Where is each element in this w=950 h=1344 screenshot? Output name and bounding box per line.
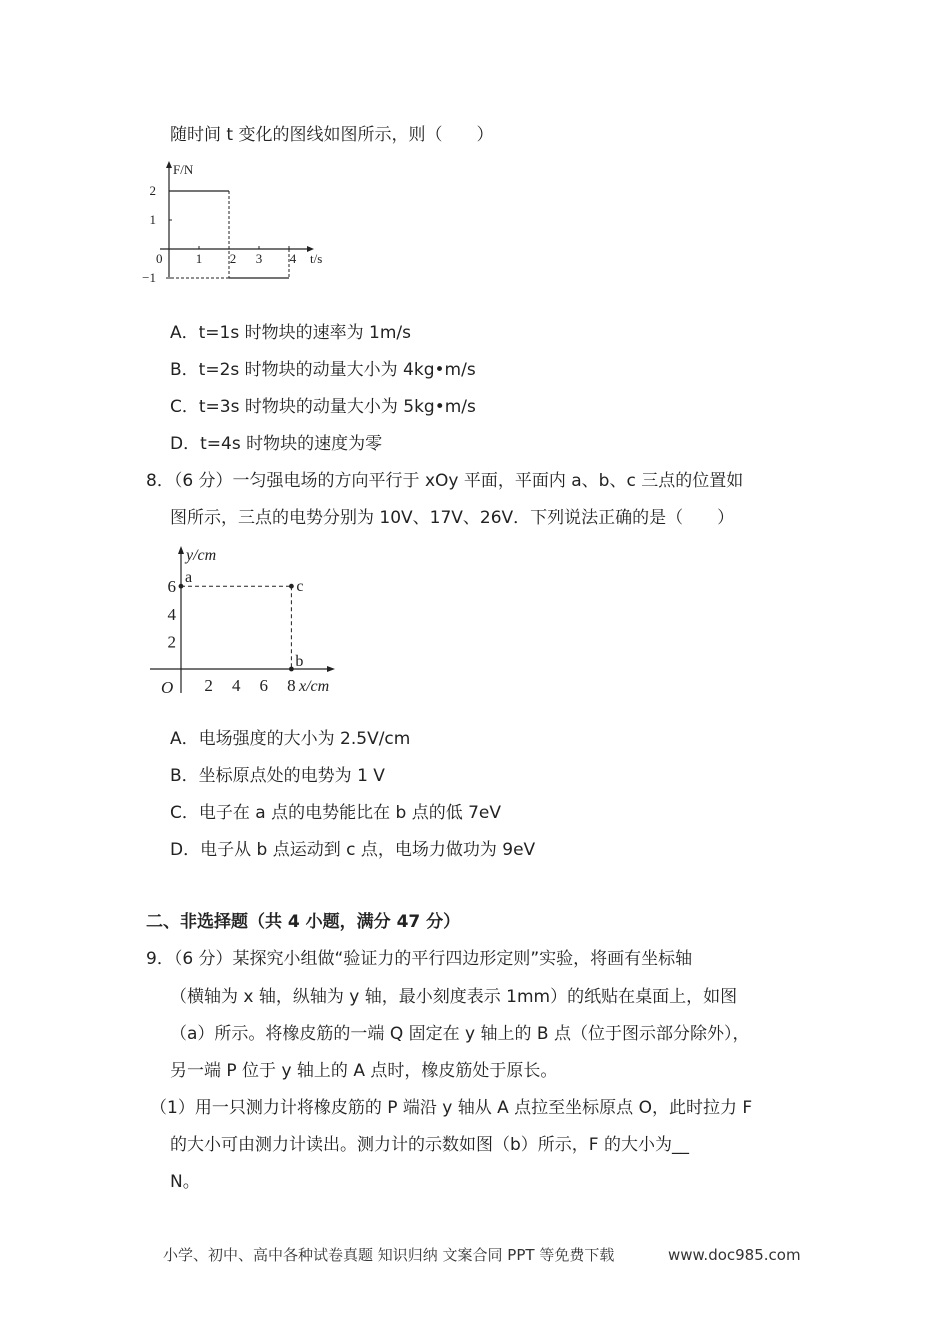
- xy-xtick-label: 6: [259, 676, 269, 695]
- f-xtick-label: 3: [255, 251, 263, 266]
- f-axis-label: F/N: [173, 162, 194, 177]
- t-axis-label: t/s: [310, 251, 323, 266]
- q7-stem-continuation: 随时间 t 变化的图线如图所示，则（ ）: [170, 125, 494, 145]
- field-points-graph: [145, 543, 345, 703]
- y-axis-label: y/cm: [186, 547, 217, 564]
- q9-sub1-line3: N。: [170, 1172, 200, 1192]
- q8-option-b: B．坐标原点处的电势为 1 V: [170, 766, 385, 786]
- xy-ytick-label: 6: [167, 577, 176, 597]
- f-xtick-label: 1: [195, 251, 203, 266]
- point-c: [289, 584, 294, 589]
- q9-line2: （横轴为 x 轴，纵轴为 y 轴，最小刻度表示 1mm）的纸贴在桌面上，如图: [170, 987, 738, 1007]
- f-xtick-label: 2: [229, 251, 237, 266]
- f-ytick-label: 1: [149, 212, 156, 227]
- point-label-c: c: [296, 578, 304, 596]
- q7-option-b: B．t=2s 时物块的动量大小为 4kg•m/s: [170, 360, 476, 380]
- q7-option-a: A．t=1s 时物块的速率为 1m/s: [170, 323, 411, 343]
- q9-sub1-line2: 的大小可由测力计读出。测力计的示数如图（b）所示，F 的大小为__: [170, 1135, 689, 1155]
- footer-url[interactable]: www.doc985.com: [668, 1246, 801, 1264]
- q8-number: 8．: [146, 471, 174, 491]
- x-axis-label: x/cm: [299, 678, 330, 695]
- q9-line1: 9．（6 分）某探究小组做“验证力的平行四边形定则”实验，将画有坐标轴: [146, 949, 693, 969]
- point-label-b: b: [295, 653, 304, 670]
- q8-option-c: C．电子在 a 点的电势能比在 b 点的低 7eV: [170, 803, 502, 823]
- f-xtick-label: 4: [289, 251, 297, 266]
- q8-option-a: A．电场强度的大小为 2.5V/cm: [170, 729, 411, 749]
- f-ytick-label: 2: [149, 183, 156, 198]
- xy-origin: O: [161, 678, 174, 697]
- q9-sub1-line1: （1）用一只测力计将橡皮筋的 P 端沿 y 轴从 A 点拉至坐标原点 O，此时拉力 F: [150, 1098, 753, 1118]
- point-label-a: a: [185, 569, 193, 587]
- q9-line3: （a）所示。将橡皮筋的一端 Q 固定在 y 轴上的 B 点（位于图示部分除外），: [170, 1024, 750, 1044]
- f-origin: 0: [156, 251, 163, 266]
- xy-ytick-label: 2: [167, 632, 176, 652]
- q8-option-d: D．电子从 b 点运动到 c 点，电场力做功为 9eV: [170, 840, 536, 860]
- q8-stem-line1: 8．（6 分）一匀强电场的方向平行于 xOy 平面，平面内 a、b、c 三点的位置如: [146, 471, 744, 491]
- xy-ytick-label: 4: [167, 604, 176, 624]
- xy-axis-y-arrow: [178, 546, 184, 554]
- q7-option-d: D．t=4s 时物块的速度为零: [170, 434, 383, 454]
- f-axis-y-arrow: [166, 161, 172, 168]
- point-a: [179, 584, 184, 589]
- force-time-graph: [140, 157, 330, 282]
- section2-heading: 二、非选择题（共 4 小题，满分 47 分）: [146, 912, 461, 932]
- xy-xtick-label: 2: [204, 676, 213, 695]
- f-ytick-label: −1: [142, 270, 156, 282]
- q8-stem-line2: 图所示，三点的电势分别为 10V、17V、26V．下列说法正确的是（ ）: [170, 508, 735, 528]
- xy-xtick-label: 8: [287, 676, 296, 695]
- q7-option-c: C．t=3s 时物块的动量大小为 5kg•m/s: [170, 397, 476, 417]
- point-b: [289, 667, 294, 672]
- xy-axis-x-arrow: [327, 666, 335, 672]
- footer-ad-text: 小学、初中、高中各种试卷真题 知识归纳 文案合同 PPT 等免费下载: [163, 1246, 615, 1264]
- q9-number: 9．: [146, 949, 174, 969]
- xy-xtick-label: 4: [231, 676, 241, 695]
- q9-line4: 另一端 P 位于 y 轴上的 A 点时，橡皮筋处于原长。: [170, 1061, 558, 1081]
